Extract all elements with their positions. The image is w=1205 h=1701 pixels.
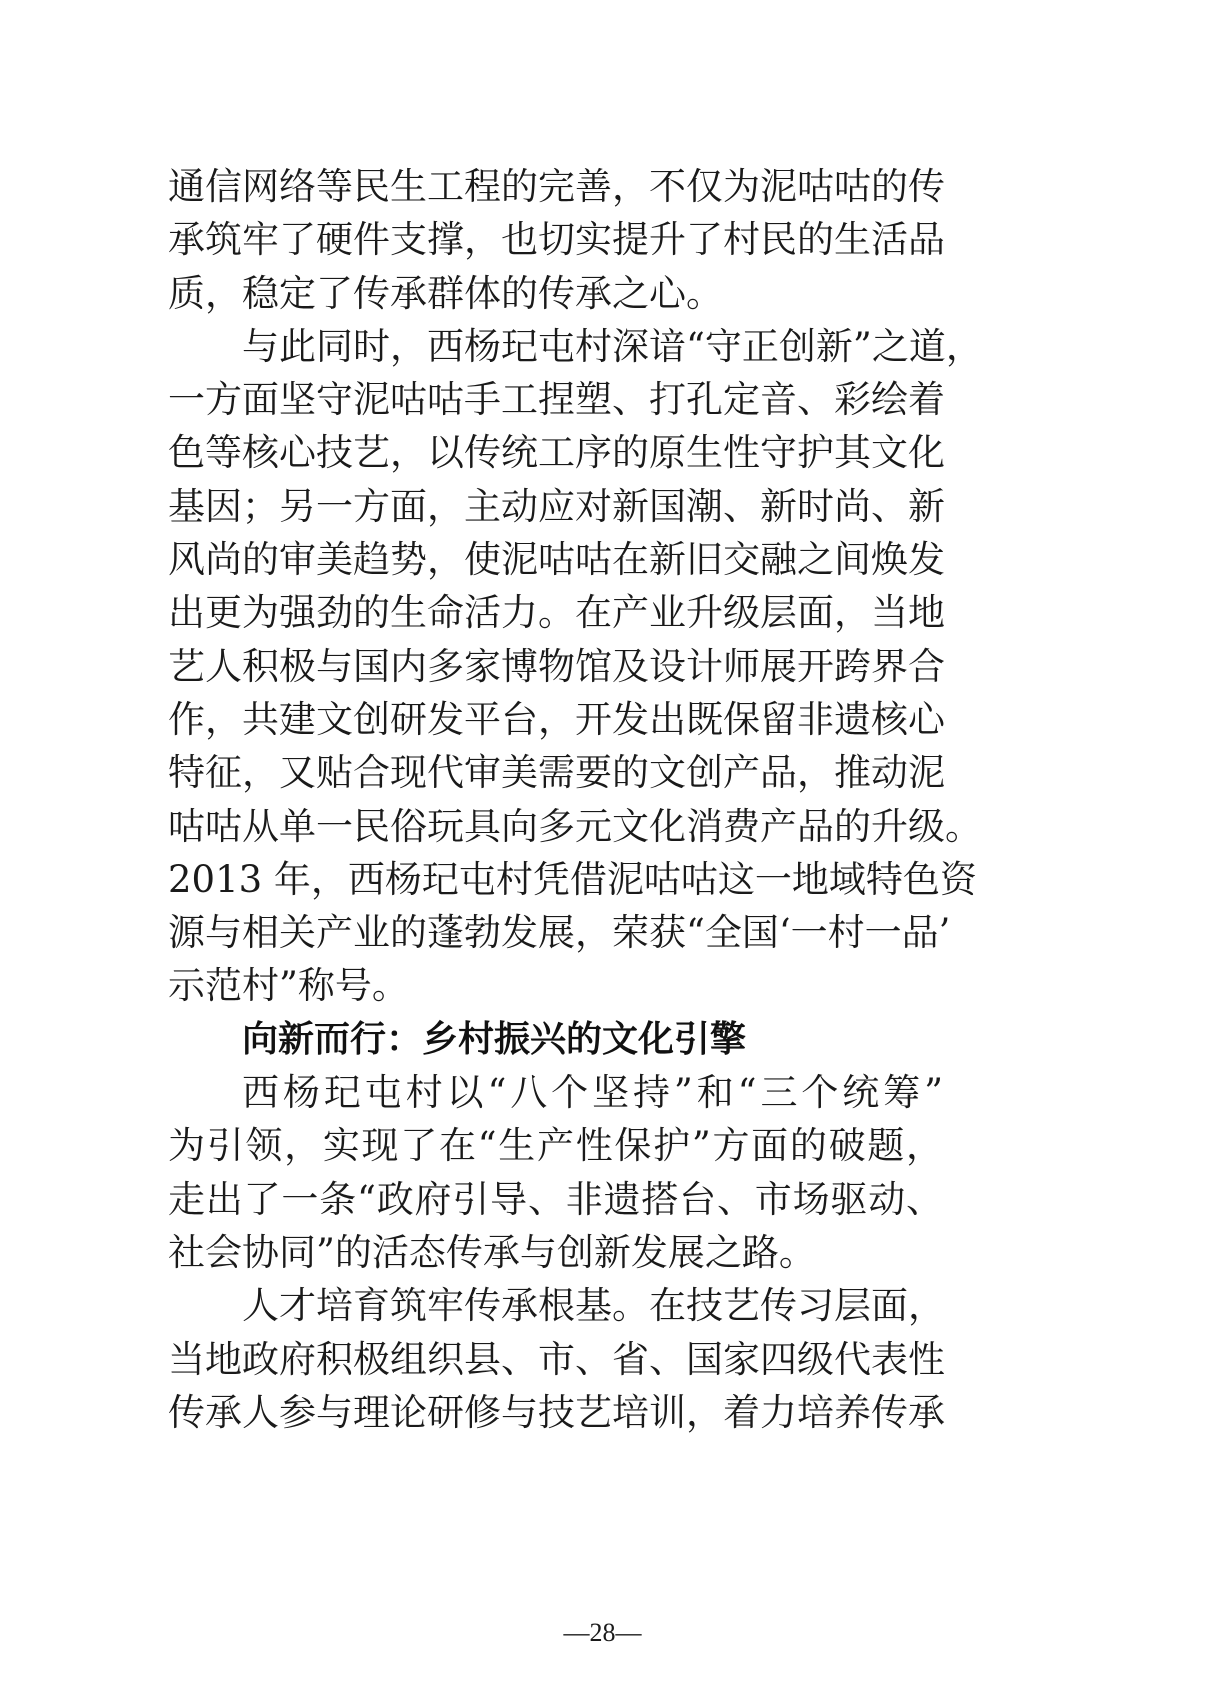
text-line: 2013 年，西杨玘屯村凭借泥咕咕这一地域特色资 — [168, 857, 977, 901]
text-line: 与此同时，西杨玘屯村深谙“守正创新”之道， — [242, 324, 983, 368]
text-line: 为引领，实现了在“生产性保护”方面的破题， — [168, 1124, 943, 1168]
section-heading: 向新而行：乡村振兴的文化引擎 — [242, 1018, 747, 1060]
text-line: 通信网络等民生工程的完善，不仅为泥咕咕的传 — [168, 165, 945, 208]
text-line: 特征，又贴合现代审美需要的文创产品，推动泥 — [168, 751, 945, 795]
text-line: 色等核心技艺，以传统工序的原生性守护其文化 — [168, 431, 945, 475]
text-line: 咕咕从单一民俗玩具向多元文化消费产品的升级。 — [168, 804, 982, 848]
text-line: 质，稳定了传承群体的传承之心。 — [168, 271, 723, 315]
text-line: 人才培育筑牢传承根基。在技艺传习层面， — [242, 1284, 945, 1328]
text-line: 风尚的审美趋势，使泥咕咕在新旧交融之间焕发 — [168, 538, 945, 582]
text-line: 当地政府积极组织县、市、省、国家四级代表性 — [168, 1337, 945, 1381]
text-line: 承筑牢了硬件支撑，也切实提升了村民的生活品 — [168, 218, 945, 262]
document-page — [168, 160, 983, 1439]
page-number: —28— — [563, 1618, 642, 1647]
text-line: 示范村”称号。 — [168, 964, 409, 1008]
text-line: 传承人参与理论研修与技艺培训，着力培养传承 — [168, 1390, 945, 1434]
text-line: 一方面坚守泥咕咕手工捏塑、打孔定音、彩绘着 — [168, 378, 945, 422]
text-line: 源与相关产业的蓬勃发展，荣获“全国‘一村一品’ — [168, 911, 951, 955]
text-line: 作，共建文创研发平台，开发出既保留非遗核心 — [168, 697, 945, 741]
text-line: 基因；另一方面，主动应对新国潮、新时尚、新 — [168, 484, 945, 528]
text-line: 出更为强劲的生命活力。在产业升级层面，当地 — [168, 591, 945, 635]
text-line: 走出了一条“政府引导、非遗搭台、市场驱动、 — [168, 1177, 943, 1221]
text-line: 西杨玘屯村以“八个坚持”和“三个统筹” — [242, 1071, 943, 1115]
text-line: 社会协同”的活态传承与创新发展之路。 — [168, 1230, 816, 1274]
text-line: 艺人积极与国内多家博物馆及设计师展开跨界合 — [168, 644, 945, 688]
